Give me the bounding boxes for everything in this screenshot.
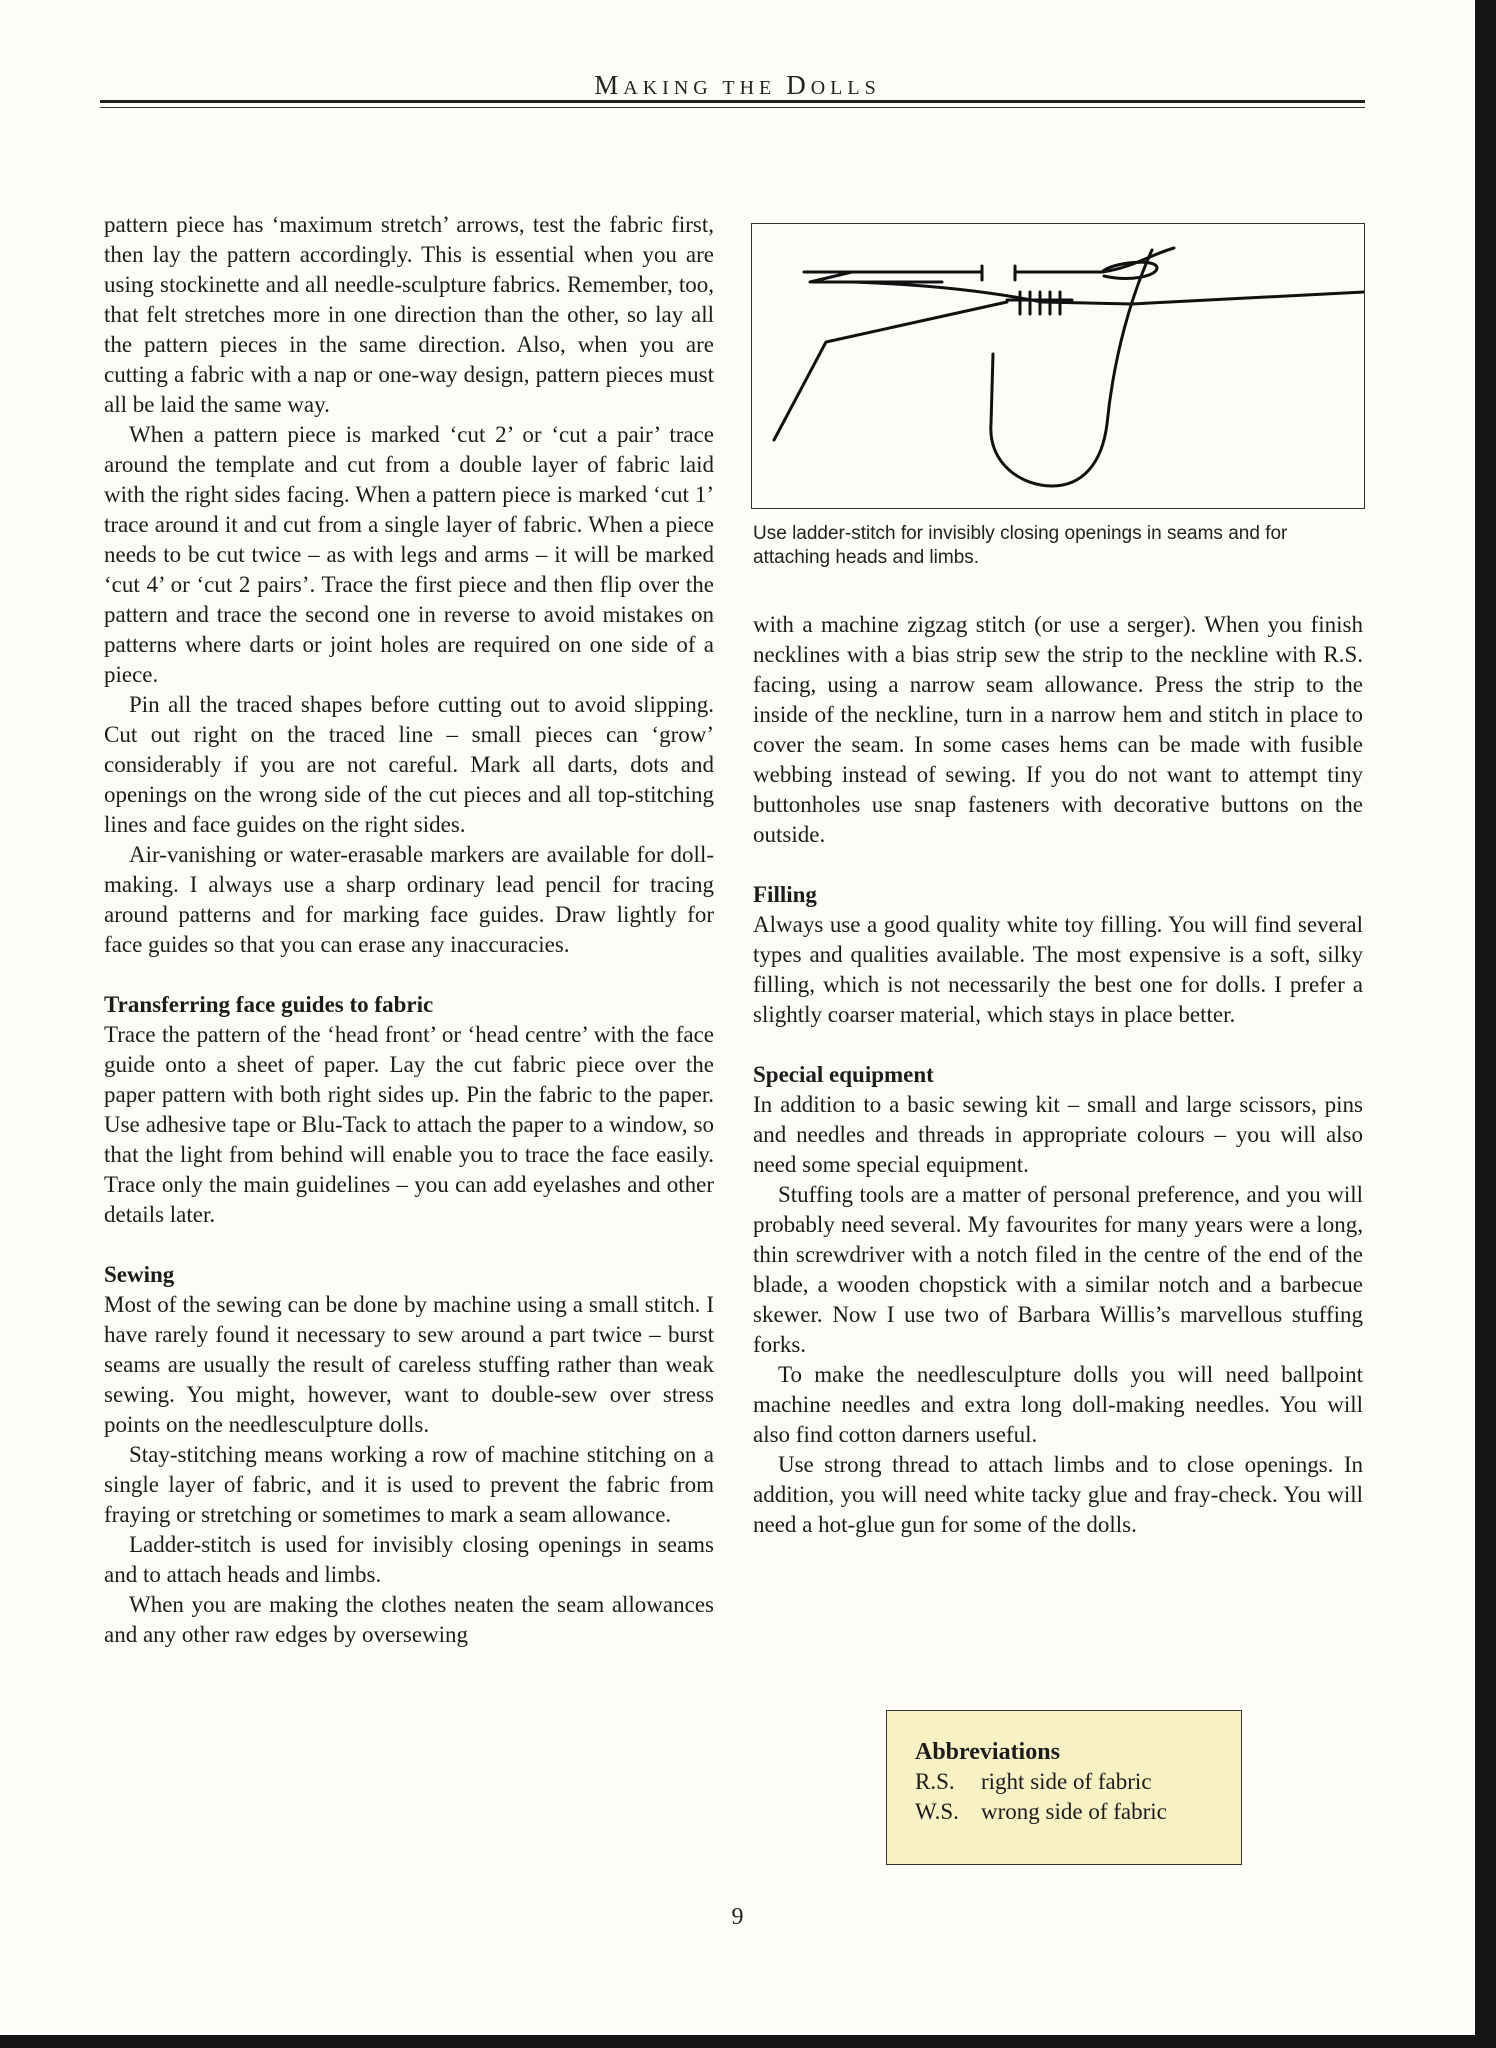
page-number: 9 <box>731 1904 744 1930</box>
section-heading: Filling <box>753 882 817 907</box>
scan-edge-bottom <box>0 2035 1496 2048</box>
running-head-small-caps-1: AKING THE <box>623 77 787 99</box>
section-heading: Transferring face guides to fabric <box>104 992 434 1017</box>
running-head-small-caps-2: OLLS <box>810 77 881 99</box>
lower-fabric-left <box>774 302 1007 440</box>
abbreviation-term: R.S. <box>915 1769 955 1794</box>
ladder-stitch-diagram <box>752 224 1364 508</box>
running-head-cap-1: M <box>594 70 624 100</box>
section-gap <box>753 850 1363 880</box>
right-column <box>753 610 1363 1540</box>
abbreviations-box <box>886 1710 1242 1865</box>
paragraph: Always use a good quality white toy filling. You will find several types and qualities available. The most expensive is a soft, silky filling, which is not necessarily the best one for dolls. I prefer a slightly coarser material, which stays in place better. <box>753 912 1363 1027</box>
paragraph: Ladder-stitch is used for invisibly closing openings in seams and to attach heads and limbs. <box>104 1532 714 1587</box>
section-heading: Sewing <box>104 1262 175 1287</box>
thread-long <box>852 282 1364 304</box>
abbreviation-meaning: right side of fabric <box>981 1769 1152 1794</box>
paragraph: Stuffing tools are a matter of personal preference, and you will probably need several. My favourites for many years were a long, thin screwdriver with a notch filed in the centre of the end of the blade, a wooden chopstick with a similar notch and a barbecue skewer. Now I use two of Barbara Willis’s marvellous stuffing forks. <box>753 1182 1363 1357</box>
paragraph: To make the needlesculpture dolls you will need ballpoint machine needles and extra long doll-making needles. You will also find cotton darners useful. <box>753 1362 1363 1447</box>
abbreviations-title: Abbreviations <box>915 1739 1060 1765</box>
paragraph: Most of the sewing can be done by machine using a small stitch. I have rarely found it necessary to sew around a part twice – burst seams are usually the result of careless stuffing rather than weak sewing. You might, however, want to double-sew over stress points on the needlesculpture dolls. <box>104 1292 714 1437</box>
paragraph: When you are making the clothes neaten the seam allowances and any other raw edges by oversewing <box>104 1592 714 1647</box>
running-head <box>0 70 1475 101</box>
section-gap <box>753 1030 1363 1060</box>
paragraph: pattern piece has ‘maximum stretch’ arrows, test the fabric first, then lay the pattern accordingly. This is essential when you are using stockinette and all needle-sculpture fabrics. Remember, too, that felt stretches more in one direction than the other, so lay all the pattern pieces in the same direction. Also, when you are cutting a fabric with a nap or one-way design, pattern pieces must all be laid the same way. <box>104 212 714 417</box>
abbreviation-term: W.S. <box>915 1799 959 1824</box>
header-rule-thick <box>100 100 1365 103</box>
paragraph: Air-vanishing or water-erasable markers are available for doll-making. I always use a sharp ordinary lead pencil for tracing around patterns and for marking face guides. Draw lightly for face guides so that you can erase any inaccuracies. <box>104 842 714 957</box>
paragraph: In addition to a basic sewing kit – small and large scissors, pins and needles and threads in appropriate colours – you will also need some special equipment. <box>753 1092 1363 1177</box>
running-head-cap-2: D <box>786 70 811 100</box>
upper-fabric-to-needle <box>1102 248 1174 272</box>
section-heading: Special equipment <box>753 1062 934 1087</box>
needle-hook-curve <box>991 250 1152 486</box>
left-column <box>104 210 714 1650</box>
ladder-stitch-figure <box>751 223 1365 509</box>
abbreviation-row <box>915 1767 1241 1797</box>
paragraph: Stay-stitching means working a row of machine stitching on a single layer of fabric, and it is used to prevent the fabric from fraying or stretching or sometimes to mark a seam allowance. <box>104 1442 714 1527</box>
paragraph: Use strong thread to attach limbs and to close openings. In addition, you will need white tacky glue and fray-check. You will need a hot-glue gun for some of the dolls. <box>753 1452 1363 1537</box>
paragraph: Trace the pattern of the ‘head front’ or ‘head centre’ with the face guide onto a sheet of paper. Lay the cut fabric piece over the paper pattern with both right sides up. Pin the fabric to the paper. Use adhesive tape or Blu-Tack to attach the paper to a window, so that the light from behind will enable you to trace the face easily. Trace only the main guidelines – you can add eyelashes and other details later. <box>104 1022 714 1227</box>
section-gap <box>104 960 714 990</box>
paragraph: Pin all the traced shapes before cutting out to avoid slipping. Cut out right on the traced line – small pieces can ‘grow’ considerably if you are not careful. Mark all darts, dots and openings on the wrong side of the cut pieces and all top-stitching lines and face guides on the right sides. <box>104 692 714 837</box>
abbreviations-list <box>887 1767 1241 1827</box>
paragraph: with a machine zigzag stitch (or use a serger). When you finish necklines with a bias strip sew the strip to the neckline with R.S. facing, using a narrow seam allowance. Press the strip to the inside of the neckline, turn in a narrow hem and stitch in place to cover the seam. In some cases hems can be made with fusible webbing instead of sewing. If you do not want to attempt tiny buttonholes use snap fasteners with decorative buttons on the outside. <box>753 612 1363 847</box>
abbreviation-meaning: wrong side of fabric <box>981 1799 1167 1824</box>
header-rule-thin <box>100 107 1365 108</box>
figure-caption: Use ladder-stitch for invisibly closing openings in seams and for attaching heads and limbs. <box>753 523 1288 568</box>
section-gap <box>104 1230 714 1260</box>
scan-edge-right <box>1475 0 1496 2048</box>
paragraph: When a pattern piece is marked ‘cut 2’ or ‘cut a pair’ trace around the template and cut from a double layer of fabric laid with the right sides facing. When a pattern piece is marked ‘cut 1’ trace around it and cut from a single layer of fabric. When a piece needs to be cut twice – as with legs and arms – it will be marked ‘cut 4’ or ‘cut 2 pairs’. Trace the first piece and then flip over the pattern and trace the second one in reverse to avoid mistakes on patterns where darts or joint holes are required on one side of a piece. <box>104 422 714 687</box>
abbreviation-row <box>915 1797 1241 1827</box>
